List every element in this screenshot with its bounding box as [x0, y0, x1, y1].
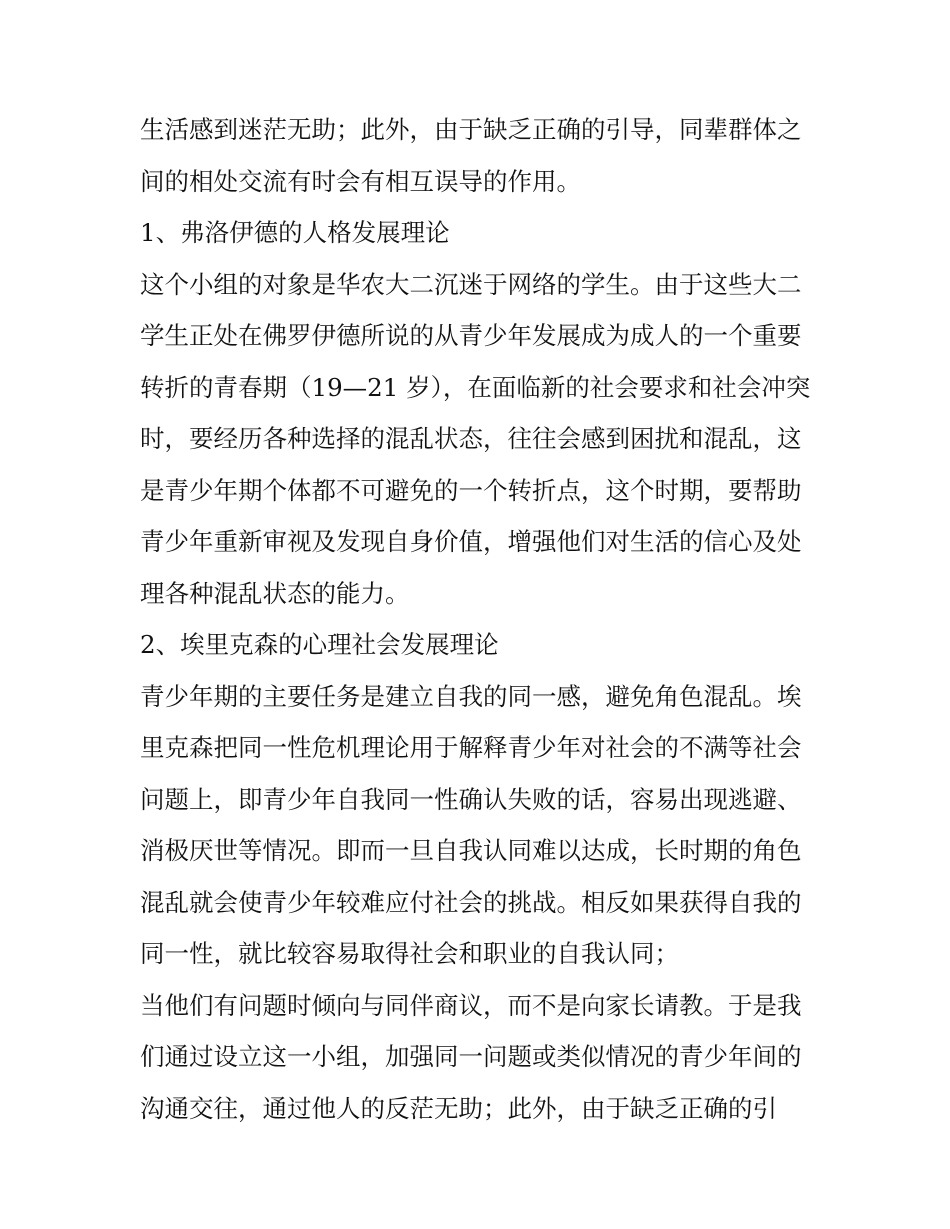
text-line: 生活感到迷茫无助；此外，由于缺乏正确的引导，同辈群体之: [140, 115, 802, 144]
text-line: 们通过设立这一小组，加强同一问题或类似情况的青少年间的: [140, 1042, 802, 1071]
text-line: 是青少年期个体都不可避免的一个转折点，这个时期，要帮助: [140, 475, 802, 505]
text-line: 同一性，就比较容易取得社会和职业的自我认同；: [140, 939, 679, 968]
text-line: 青少年期的主要任务是建立自我的同一感，避免角色混乱。埃: [140, 681, 802, 711]
body-text: [140, 104, 820, 1134]
text-line: 这个小组的对象是华农大二沉迷于网络的学生。由于这些大二: [140, 269, 802, 299]
text-line: 时，要经历各种选择的混乱状态，往往会感到困扰和混乱，这: [140, 424, 802, 453]
text-line: 理各种混乱状态的能力。: [140, 578, 410, 608]
text-line: 当他们有问题时倾向与同伴商议，而不是向家长请教。于是我: [140, 990, 802, 1020]
text-line: 问题上，即青少年自我同一性确认失败的话，容易出现逃避、: [140, 784, 802, 814]
text-line: 青少年重新审视及发现自身价值，增强他们对生活的信心及处: [140, 527, 802, 556]
text-line: 混乱就会使青少年较难应付社会的挑战。相反如果获得自我的: [140, 887, 802, 917]
text-line: 里克森把同一性危机理论用于解释青少年对社会的不满等社会: [140, 733, 802, 762]
text-line: 间的相处交流有时会有相互误导的作用。: [140, 166, 581, 196]
text-line: 学生正处在佛罗伊德所说的从青少年发展成为成人的一个重要: [140, 321, 802, 350]
text-line: 转折的青春期（19—21 岁），在面临新的社会要求和社会冲突: [140, 372, 811, 402]
text-line: 沟通交往，通过他人的反茫无助；此外，由于缺乏正确的引: [140, 1093, 777, 1123]
text-line: 消极厌世等情况。即而一旦自我认同难以达成，长时期的角色: [140, 836, 802, 865]
section-heading: 1、弗洛伊德的人格发展理论: [140, 218, 450, 247]
section-heading: 2、埃里克森的心理社会发展理论: [140, 630, 499, 659]
